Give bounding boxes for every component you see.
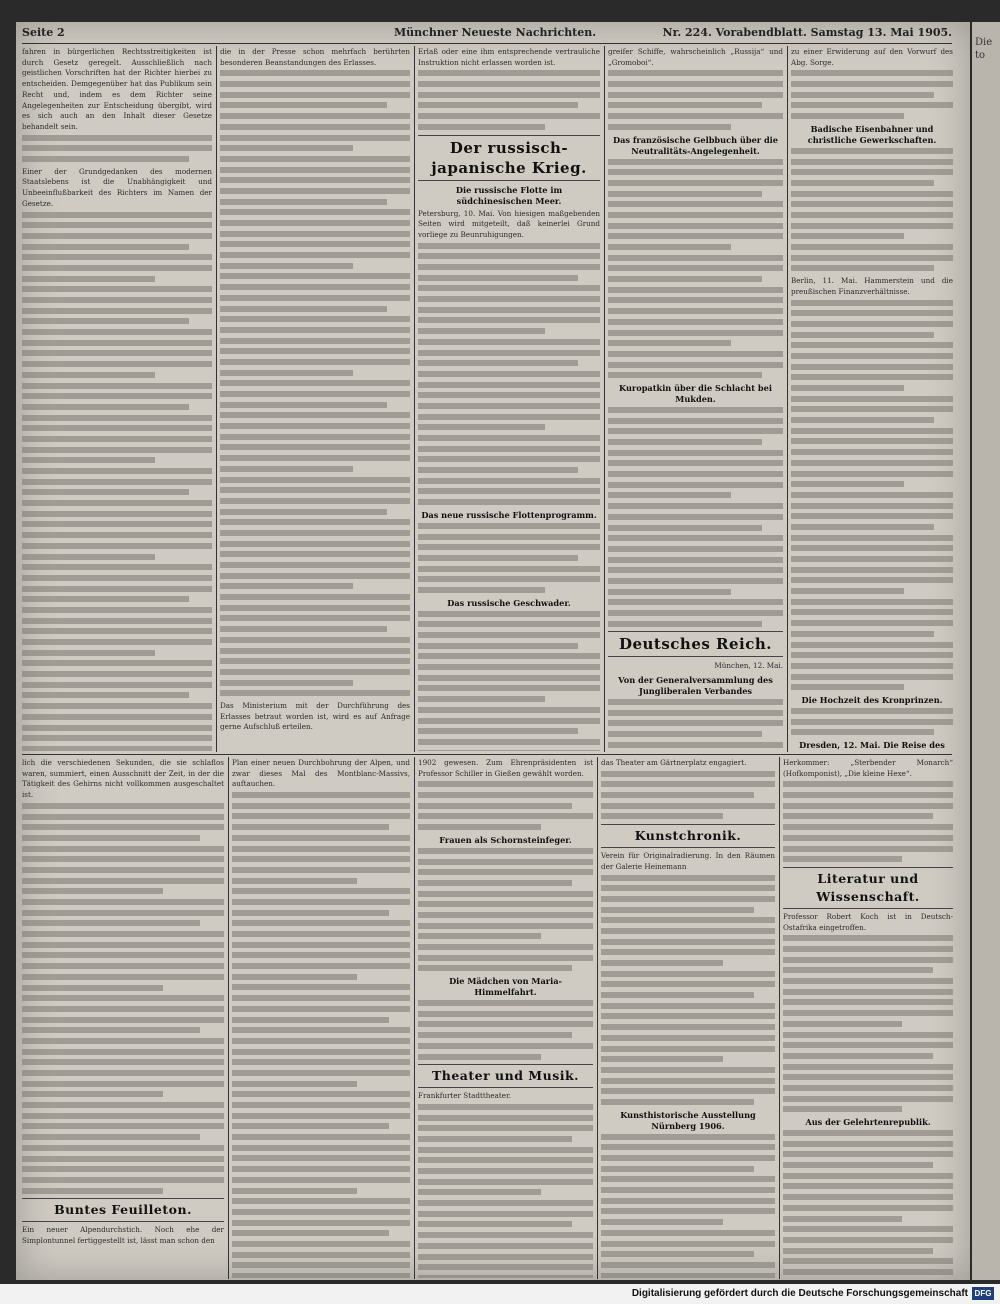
paragraph: Berlin, 11. Mai. Hammerstein und die preußischen Finanzverhältnisse. — [791, 276, 953, 296]
feuilleton-column — [418, 758, 593, 1278]
header-rule — [22, 43, 952, 44]
paragraph: Verein für Originalradierung. In den Räumen der Galerie Heinemann — [601, 851, 775, 871]
article-column — [791, 47, 953, 751]
paragraph: die in der Presse schon mehrfach berührten besonderen Beanstandungen des Erlasses. — [220, 47, 410, 67]
column-rule — [228, 757, 229, 1279]
column-rule — [779, 757, 780, 1279]
funding-credit: Digitalisierung gefördert durch die Deutsche Forschungsgemeinschaft — [631, 1288, 968, 1299]
feuilleton-column — [22, 758, 224, 1278]
column-rule — [414, 757, 415, 1279]
section-heading: Theater und Musik. — [418, 1064, 593, 1088]
paragraph: Petersburg, 10. Mai. Von hiesigen maßgebenden Seiten wird mitgeteilt, daß keinerlei Grund vorliege zu Beunruhigungen. — [418, 208, 600, 239]
column-rule — [787, 46, 788, 752]
paragraph: Das Ministerium mit der Durchführung des Erlasses betraut worden ist, wird es auf Anfrage gerne Aufschluß erteilen. — [220, 700, 410, 732]
newspaper-title: Münchner Neueste Nachrichten. — [394, 26, 597, 39]
section-heading: Buntes Feuilleton. — [22, 1198, 224, 1222]
paragraph: Professor Robert Koch ist in Deutsch-Ostafrika eingetroffen. — [783, 911, 953, 932]
subheading: Die Mädchen von Maria-Himmelfahrt. — [449, 976, 562, 998]
dfg-logo: DFG — [972, 1287, 994, 1300]
article-column — [22, 47, 212, 751]
paragraph: Plan einer neuen Durchbohrung der Alpen, und zwar dieses Mal des Montblanc-Massivs, auftauchen. — [232, 758, 410, 789]
subheading: Das russische Geschwader. — [447, 597, 571, 608]
paragraph: zu einer Erwiderung auf den Vorwurf des Abg. Sorge. — [791, 47, 953, 67]
feuilleton-column — [232, 758, 410, 1278]
paragraph: das Theater am Gärtnerplatz engagiert. — [601, 758, 747, 767]
paragraph: Ein neuer Alpendurchstich. Noch ehe der Simplontunnel fertiggestellt ist, lässt man schon den — [22, 1225, 224, 1245]
section-divider — [22, 754, 952, 755]
article-column — [220, 47, 410, 751]
paragraph: greifer Schiffe, wahrscheinlich „Russija“ und „Gromoboi“. — [608, 47, 783, 67]
paragraph: München, 12. Mai. — [714, 661, 783, 671]
subheading: Dresden, 12. Mai. Die Reise des — [799, 740, 945, 750]
column-rule — [216, 46, 217, 752]
subheading: Das französische Gelbbuch über die Neutralitäts-Angelegenheit. — [613, 134, 778, 156]
section-heading: Deutsches Reich. — [608, 631, 783, 657]
page-header — [22, 26, 952, 42]
feuilleton-column — [601, 758, 775, 1278]
subheading: Die Hochzeit des Kronprinzen. — [801, 694, 943, 705]
section-heading: Der russisch-japanische Krieg. — [418, 135, 600, 181]
digitization-footer — [0, 1284, 1000, 1304]
subheading: Die russische Flotte im südchinesischen Meer. — [455, 184, 563, 206]
subheading: Das neue russische Flottenprogramm. — [421, 509, 597, 520]
paragraph: lich die verschiedenen Sekunden, die sie schlaflos waren, summiert, einen Ausschnitt der Zeit, in der die Tätigkeit des Gehirns nicht vollkommen ausgeschaltet ist. — [22, 758, 224, 800]
section-heading: Literatur und Wissenschaft. — [783, 867, 953, 909]
column-rule — [414, 46, 415, 752]
column-rule — [604, 46, 605, 752]
issue-info: Nr. 224. Vorabendblatt. Samstag 13. Mai 1905. — [662, 26, 952, 39]
article-column — [418, 47, 600, 751]
paragraph: Erlaß oder eine ihm entsprechende vertrauliche Instruktion nicht erlassen worden ist. — [418, 47, 600, 67]
subheading: Kuropatkin über die Schlacht bei Mukden. — [619, 382, 772, 404]
page-number: Seite 2 — [22, 26, 65, 39]
column-rule — [597, 757, 598, 1279]
paragraph: fahren in bürgerlichen Rechtsstreitigkeiten ist durch Gesetz geregelt. Ausschließlich nach geistlichen Vorschriften hat der Richter hierbei zu entscheiden. Demgegenüber hat das Publikum sein Recht und, indem es dem Richter seine Angelegenheiten zur Entscheidung übergibt, wird es sich auch an den Inhalt dieser Gesetze behandelt sein. — [22, 47, 212, 131]
paragraph: 1902 gewesen. Zum Ehrenpräsidenten ist Professor Schiller in Gießen gewählt worden. — [418, 758, 593, 778]
adjacent-page-edge: Die to — [972, 22, 1000, 1280]
paragraph: Einer der Grundgedanken des modernen Staatslebens ist die Unabhängigkeit und Unbeeinflußbarkeit des Richters im Namen der Gesetze. — [22, 166, 212, 208]
paragraph: Herkommer: „Sterbender Monarch“ (Hofkomponist), „Die kleine Hexe“. — [783, 758, 953, 778]
section-heading: Kunstchronik. — [601, 824, 775, 848]
subheading: Aus der Gelehrtenrepublik. — [805, 1117, 931, 1127]
subheading: Kunsthistorische Ausstellung Nürnberg 1906. — [620, 1109, 756, 1131]
feuilleton-column — [783, 758, 953, 1278]
subheading: Badische Eisenbahner und christliche Gewerkschaften. — [807, 123, 937, 145]
subheading: Von der Generalversammlung des Jungliberalen Verbandes — [618, 675, 773, 697]
article-column — [608, 47, 783, 751]
subheading: Frauen als Schornsteinfeger. — [439, 834, 572, 845]
paragraph: Frankfurter Stadttheater. — [418, 1091, 511, 1101]
